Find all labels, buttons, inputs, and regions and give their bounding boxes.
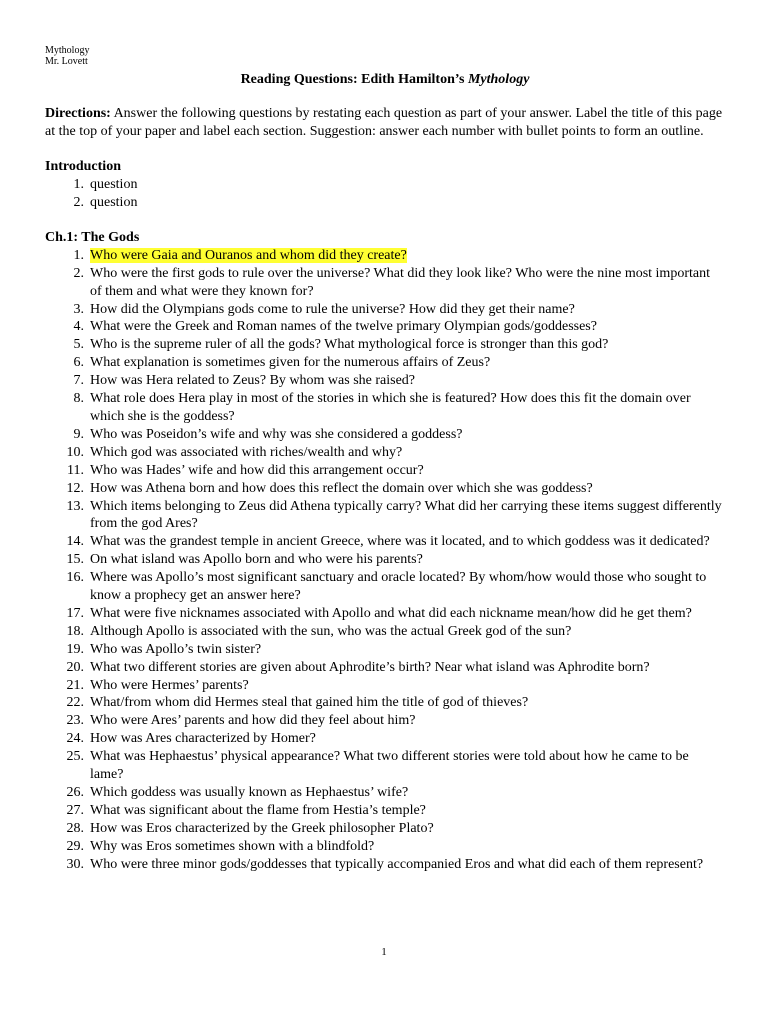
- question-text: On what island was Apollo born and who were his parents?: [90, 552, 423, 568]
- question-item: [45, 623, 725, 641]
- question-text: What were five nicknames associated with Apollo and what did each nickname mean/how did he get them?: [90, 605, 692, 621]
- question-text: Who was Poseidon’s wife and why was she considered a goddess?: [90, 426, 463, 442]
- question-text: What was significant about the flame from Hestia’s temple?: [90, 802, 426, 818]
- question-text: What were the Greek and Roman names of the twelve primary Olympian gods/goddesses?: [90, 319, 597, 335]
- question-text: How was Eros characterized by the Greek philosopher Plato?: [90, 820, 434, 836]
- question-number: 2.: [73, 194, 84, 210]
- question-item: [45, 605, 725, 623]
- question-number: 21.: [66, 677, 84, 693]
- question-item: [45, 659, 725, 677]
- question-number: 5.: [73, 337, 84, 353]
- question-number: 1.: [73, 177, 84, 192]
- question-number: 27.: [66, 802, 84, 818]
- question-item: [45, 176, 725, 194]
- question-number: 15.: [66, 552, 84, 568]
- question-text: Who were Gaia and Ouranos and whom did they create?: [90, 247, 407, 263]
- question-item: [45, 748, 725, 784]
- question-number: 11.: [67, 462, 84, 478]
- question-number: 4.: [73, 319, 84, 335]
- question-number: 20.: [66, 659, 84, 675]
- directions-paragraph: [45, 105, 725, 141]
- question-item: [45, 533, 725, 551]
- question-text: Who was Hades’ wife and how did this arrangement occur?: [90, 462, 424, 478]
- question-number: 12.: [66, 480, 84, 496]
- question-item: [45, 820, 725, 838]
- question-number: 16.: [66, 570, 84, 586]
- page-number: 1: [381, 946, 387, 958]
- title-main: Reading Questions: Edith Hamilton’s: [240, 72, 468, 87]
- question-item: [45, 712, 725, 730]
- question-item: [45, 444, 725, 462]
- question-text: Who were three minor gods/goddesses that typically accompanied Eros and what did each of them represent?: [90, 856, 704, 872]
- chapter1-heading: Ch.1: The Gods: [45, 229, 140, 245]
- question-text: How was Ares characterized by Homer?: [90, 731, 316, 747]
- question-text: Where was Apollo’s most significant sanctuary and oracle located? By whom/how would those who sought to know a prophecy get an answer here?: [90, 570, 707, 604]
- question-item: [45, 265, 725, 301]
- question-item: [45, 498, 725, 534]
- question-text: Which god was associated with riches/wealth and why?: [90, 444, 403, 460]
- question-text: What two different stories are given about Aphrodite’s birth? Near what island was Aphrodite born?: [90, 659, 650, 675]
- question-number: 18.: [66, 623, 84, 639]
- question-item: [45, 318, 725, 336]
- question-item: [45, 694, 725, 712]
- question-number: 30.: [66, 856, 84, 872]
- chapter1-list: [45, 247, 725, 874]
- question-item: [45, 336, 725, 354]
- question-number: 3.: [73, 301, 84, 317]
- question-number: 6.: [73, 355, 84, 371]
- question-item: [45, 194, 725, 212]
- question-text: How was Athena born and how does this reflect the domain over which she was goddess?: [90, 480, 593, 496]
- question-text: What explanation is sometimes given for the numerous affairs of Zeus?: [90, 355, 491, 371]
- introduction-list: [45, 176, 725, 212]
- question-item: [45, 551, 725, 569]
- question-text: What was the grandest temple in ancient Greece, where was it located, and to which goddess was it dedicated?: [90, 534, 710, 550]
- question-number: 7.: [73, 373, 84, 389]
- question-number: 2.: [73, 265, 84, 281]
- question-text: Although Apollo is associated with the sun, who was the actual Greek god of the sun?: [90, 623, 572, 639]
- question-item: [45, 480, 725, 498]
- introduction-heading: Introduction: [45, 159, 121, 174]
- question-item: [45, 462, 725, 480]
- question-number: 22.: [66, 695, 84, 711]
- question-item: [45, 784, 725, 802]
- question-text: What was Hephaestus’ physical appearance? What two different stories were told about how he came to be lame?: [90, 749, 689, 783]
- question-text: Which items belonging to Zeus did Athena typically carry? What did her carrying these items suggest differently from the god Ares?: [90, 498, 722, 532]
- question-text: Who were the first gods to rule over the universe? What did they look like? Who were the nine most important of them and what were they known for?: [90, 265, 710, 299]
- question-text: Who were Ares’ parents and how did they feel about him?: [90, 713, 416, 729]
- question-number: 8.: [73, 391, 84, 407]
- question-number: 14.: [66, 534, 84, 550]
- question-item: [45, 641, 725, 659]
- question-number: 17.: [66, 605, 84, 621]
- question-item: [45, 372, 725, 390]
- question-item: [45, 426, 725, 444]
- teacher-name: Mr. Lovett: [45, 56, 88, 67]
- course-name: Mythology: [45, 45, 90, 56]
- directions-text: Answer the following questions by restating each question as part of your answer. Label the title of this page at the top of your paper and label each section. Suggestion: answer each number with bullet points to form an outline.: [45, 106, 723, 139]
- question-item: [45, 730, 725, 748]
- question-text: How was Hera related to Zeus? By whom was she raised?: [90, 373, 416, 389]
- question-item: [45, 802, 725, 820]
- question-text: question: [90, 177, 138, 192]
- directions-label: Directions:: [45, 106, 111, 121]
- title-italic: Mythology: [467, 72, 530, 87]
- question-number: 23.: [66, 713, 84, 729]
- question-text: Who were Hermes’ parents?: [90, 677, 249, 693]
- question-number: 29.: [66, 838, 84, 854]
- question-number: 10.: [66, 444, 84, 460]
- question-number: 26.: [66, 785, 84, 800]
- question-item: [45, 301, 725, 319]
- question-item: [45, 569, 725, 605]
- question-text: Who is the supreme ruler of all the gods? What mythological force is stronger than this god?: [90, 337, 609, 353]
- question-item: [45, 247, 725, 265]
- question-number: 25.: [66, 749, 84, 765]
- question-number: 24.: [66, 731, 84, 747]
- question-text: How did the Olympians gods come to rule the universe? How did they get their name?: [90, 301, 575, 317]
- question-text: What role does Hera play in most of the stories in which she is featured? How does this fit the domain over which she is the goddess?: [90, 391, 691, 424]
- question-text: question: [90, 194, 138, 210]
- question-text: What/from whom did Hermes steal that gained him the title of god of thieves?: [90, 695, 529, 711]
- question-item: [45, 856, 725, 874]
- question-item: [45, 390, 725, 426]
- question-text: Which goddess was usually known as Hephaestus’ wife?: [90, 785, 409, 800]
- question-text: Who was Apollo’s twin sister?: [90, 641, 262, 657]
- question-text: Why was Eros sometimes shown with a blindfold?: [90, 838, 375, 854]
- question-number: 9.: [73, 426, 84, 442]
- question-item: [45, 838, 725, 856]
- question-item: [45, 354, 725, 372]
- page-title: [45, 71, 725, 88]
- question-item: [45, 677, 725, 695]
- question-number: 19.: [66, 641, 84, 657]
- document-page: [45, 45, 725, 874]
- question-number: 1.: [73, 247, 84, 263]
- question-number: 13.: [66, 498, 84, 514]
- question-number: 28.: [66, 820, 84, 836]
